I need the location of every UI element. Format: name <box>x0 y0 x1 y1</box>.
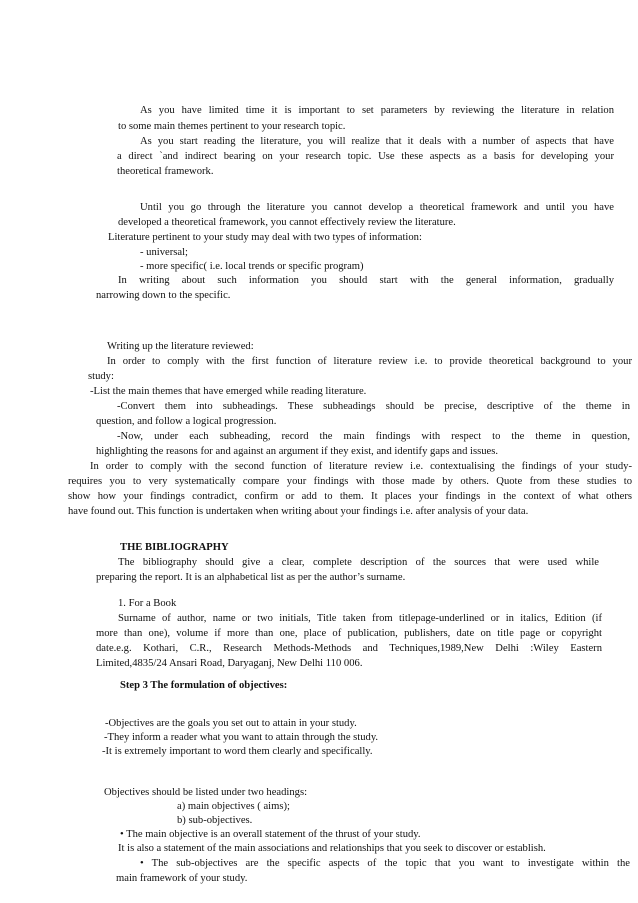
writing-up-line3: study: <box>88 371 114 382</box>
objectives-line5: It is also a statement of the main associations and relationships that you seek to discover or establish. <box>118 843 546 854</box>
writing-up-line5: -Convert them into subheadings. These subheadings should be precise, descriptive of the theme in <box>117 401 630 412</box>
objectives-bullet-main: • The main objective is an overall statement of the thrust of your study. <box>120 829 421 840</box>
writing-up-line11: show how your findings contradict, confirm or add to them. It places your findings in the context of what others <box>68 491 632 502</box>
para-framework-line6: In writing about such information you should start with the general information, gradually <box>118 275 614 286</box>
writing-up-line4: -List the main themes that have emerged while reading literature. <box>90 386 367 397</box>
para-framework-line3: Literature pertinent to your study may deal with two types of information: <box>108 232 422 243</box>
heading-bibliography: THE BIBLIOGRAPHY <box>120 542 229 553</box>
para-framework-line7: narrowing down to the specific. <box>96 290 231 301</box>
para-parameters-line4: a direct `and indirect bearing on your research topic. Use these aspects as a basis for developing your <box>117 151 614 162</box>
bibliography-line1: The bibliography should give a clear, complete description of the sources that were used while <box>118 557 599 568</box>
writing-up-line7: -Now, under each subheading, record the main findings with respect to the theme in question, <box>117 431 630 442</box>
writing-up-line12: have found out. This function is undertaken when writing about your findings i.e. after analysis of your data. <box>68 506 529 517</box>
objectives-intro: Objectives should be listed under two headings: <box>104 787 308 798</box>
writing-up-line6: question, and follow a logical progression. <box>96 416 277 427</box>
para-parameters-line5: theoretical framework. <box>117 166 214 177</box>
step3-line1: -Objectives are the goals you set out to attain in your study. <box>105 718 357 729</box>
writing-up-line8: highlighting the reasons for and against an argument if they exist, and identify gaps and issues. <box>96 446 498 457</box>
objectives-item-b: b) sub-objectives. <box>177 815 253 826</box>
list-item-universal: - universal; <box>140 247 188 258</box>
para-parameters-line3: As you start reading the literature, you will realize that it deals with a number of aspects that have <box>140 136 614 147</box>
step3-line2: -They inform a reader what you want to attain through the study. <box>104 732 379 743</box>
objectives-item-a: a) main objectives ( aims); <box>177 801 290 812</box>
bibliography-line6: date.e.g. Kothari, C.R., Research Methods-Methods and Techniques,1989,New Delhi :Wiley Eastern <box>96 643 602 654</box>
objectives-line7: main framework of your study. <box>116 873 248 884</box>
heading-step3: Step 3 The formulation of objectives: <box>120 680 288 691</box>
para-parameters-line1: As you have limited time it is important to set parameters by reviewing the literature in relation <box>140 105 614 116</box>
para-framework-line2: developed a theoretical framework, you cannot effectively review the literature. <box>118 217 456 228</box>
bibliography-line5: more than one), volume if more than one, place of publication, publishers, date on title page or copyright <box>96 628 602 639</box>
para-framework-line1: Until you go through the literature you cannot develop a theoretical framework and until you have <box>140 202 614 213</box>
writing-up-line10: requires you to very systematically compare your findings with those made by others. Quote from these studies to <box>68 476 632 487</box>
step3-line3: -It is extremely important to word them clearly and specifically. <box>102 746 373 757</box>
objectives-bullet-sub: • The sub-objectives are the specific aspects of the topic that you want to investigate within the <box>140 858 630 869</box>
list-item-specific: - more specific( i.e. local trends or specific program) <box>140 261 364 272</box>
writing-up-line2: In order to comply with the first function of literature review i.e. to provide theoretical background to your <box>107 356 632 367</box>
bibliography-line2: preparing the report. It is an alphabetical list as per the author’s surname. <box>96 572 406 583</box>
bibliography-line7: Limited,4835/24 Ansari Road, Daryaganj, New Delhi 110 006. <box>96 658 363 669</box>
bibliography-subheading-book: 1. For a Book <box>118 598 177 609</box>
heading-writing-up: Writing up the literature reviewed: <box>107 341 254 352</box>
para-parameters-line2: to some main themes pertinent to your research topic. <box>118 121 346 132</box>
writing-up-line9: In order to comply with the second function of literature review i.e. contextualising the findings of your study- <box>90 461 632 472</box>
bibliography-line4: Surname of author, name or two initials, Title taken from titlepage-underlined or in italics, Edition (if <box>118 613 602 624</box>
